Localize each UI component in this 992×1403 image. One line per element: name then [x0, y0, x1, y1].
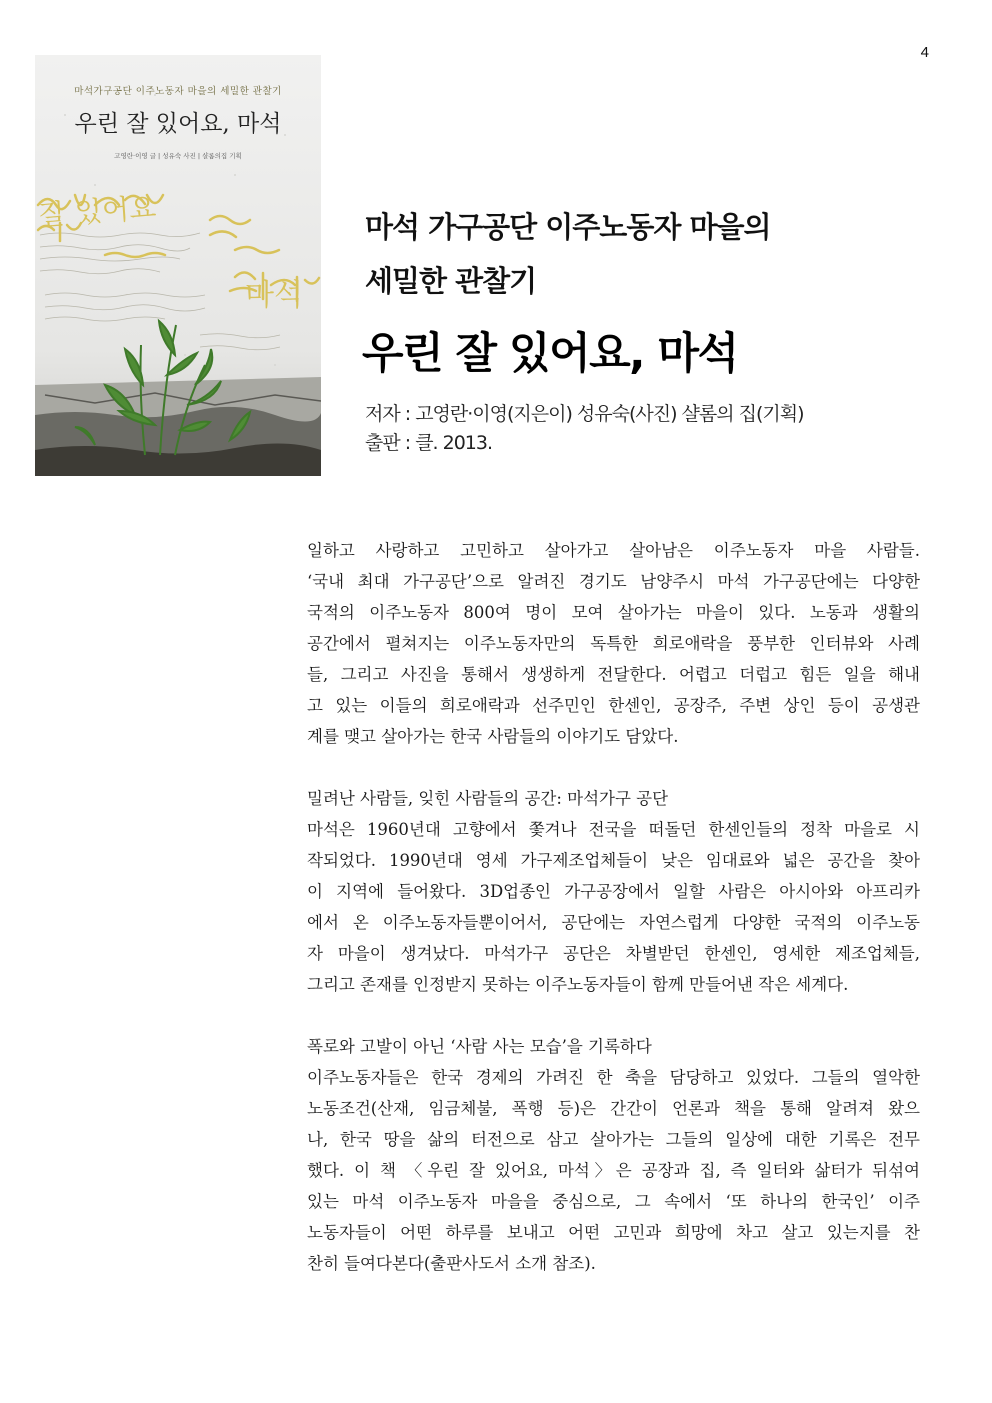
cover-graffiti-right: 마석	[245, 278, 303, 313]
publisher-line: 출판 : 클. 2013.	[365, 432, 493, 454]
section-heading-2: 폭로와 고발이 아닌 ‘사람 사는 모습’을 기록하다	[307, 1037, 652, 1056]
paragraph-1-line: ‘국내 최대 가구공단’으로 알려진 경기도 남양주시 마석 가구공단에는 다양한	[307, 572, 920, 591]
body-text	[307, 535, 920, 1279]
paragraph-3-line: 나, 한국 땅을 삶의 터전으로 삼고 살아가는 그들의 일상에 대한 기록은 전무	[307, 1130, 920, 1149]
paragraph-1-line: 들, 그리고 사진을 통해서 생생하게 전달한다. 어렵고 더럽고 힘든 일을 해내	[307, 665, 920, 684]
book-meta	[365, 400, 965, 458]
cover-credits: 고영란·이영 글 | 성유숙 사진 | 샬롬의집 기획	[114, 152, 242, 160]
cover-graffiti-left: 잘 있어요	[38, 190, 158, 233]
paragraph-2-line: 자 마을이 생겨났다. 마석가구 공단은 차별받던 한센인, 영세한 제조업체들,	[307, 944, 920, 963]
paragraph-1-line: 국적의 이주노동자 800여 명이 모여 살아가는 마을이 있다. 노동과 생활의	[307, 603, 920, 622]
section-heading-1: 밀려난 사람들, 잊힌 사람들의 공간: 마석가구 공단	[307, 789, 669, 808]
paragraph-3-line: 노동조건(산재, 임금체불, 폭행 등)은 간간이 언론과 책을 통해 알려져 왔으	[307, 1099, 920, 1118]
headline-line-2: 세밀한 관찰기	[365, 264, 537, 298]
author-line: 저자 : 고영란·이영(지은이) 성유숙(사진) 샬롬의 집(기획)	[365, 403, 804, 425]
paragraph-1-line: 일하고 사랑하고 고민하고 살아가고 살아남은 이주노동자 마을 사람들.	[307, 541, 920, 560]
book-title: 우린 잘 있어요, 마석	[362, 329, 738, 379]
paragraph-2-line: 에서 온 이주노동자들뿐이어서, 공단에는 자연스럽게 다양한 국적의 이주노동	[307, 913, 920, 932]
headline	[365, 200, 945, 308]
paragraph-gap	[307, 1000, 920, 1031]
paragraph-3-line: 있는 마석 이주노동자 마을을 중심으로, 그 속에서 ‘또 하나의 한국인’ 이주	[307, 1192, 920, 1211]
paragraph-2-line: 작되었다. 1990년대 영세 가구제조업체들이 낮은 임대료와 넓은 공간을 찾아	[307, 851, 920, 870]
paragraph-1-line: 계를 맺고 살아가는 한국 사람들의 이야기도 담았다.	[307, 727, 679, 746]
paragraph-3-line: 찬히 들여다본다(출판사도서 소개 참조).	[307, 1254, 596, 1273]
paragraph-2-line: 마석은 1960년대 고향에서 쫓겨나 전국을 떠돌던 한센인들의 정착 마을로 시	[307, 820, 920, 839]
paragraph-3-line: 했다. 이 책 〈우린 잘 있어요, 마석〉은 공장과 집, 즉 일터와 삶터가 뒤섞여	[307, 1161, 920, 1180]
paragraph-1-line: 고 있는 이들의 희로애락과 선주민인 한센인, 공장주, 주변 상인 등이 공생관	[307, 696, 920, 715]
page-number: 4	[920, 44, 929, 61]
cover-title: 우린 잘 있어요, 마석	[74, 111, 282, 137]
paragraph-3-line: 이주노동자들은 한국 경제의 가려진 한 축을 담당하고 있었다. 그들의 열악한	[307, 1068, 920, 1087]
paragraph-gap	[307, 752, 920, 783]
paragraph-1-line: 공간에서 펼쳐지는 이주노동자만의 독특한 희로애락을 풍부한 인터뷰와 사례	[307, 634, 920, 653]
headline-line-1: 마석 가구공단 이주노동자 마을의	[365, 210, 771, 244]
paragraph-2-line: 그리고 존재를 인정받지 못하는 이주노동자들이 함께 만들어낸 작은 세계다.	[307, 975, 849, 994]
paragraph-3-line: 노동자들이 어떤 하루를 보내고 어떤 고민과 희망에 차고 살고 있는지를 찬	[307, 1223, 920, 1242]
paragraph-2-line: 이 지역에 들어왔다. 3D업종인 가구공장에서 일할 사람은 아시아와 아프리카	[307, 882, 920, 901]
book-cover-image	[35, 55, 321, 476]
cover-subtitle: 마석가구공단 이주노동자 마을의 세밀한 관찰기	[74, 86, 282, 97]
